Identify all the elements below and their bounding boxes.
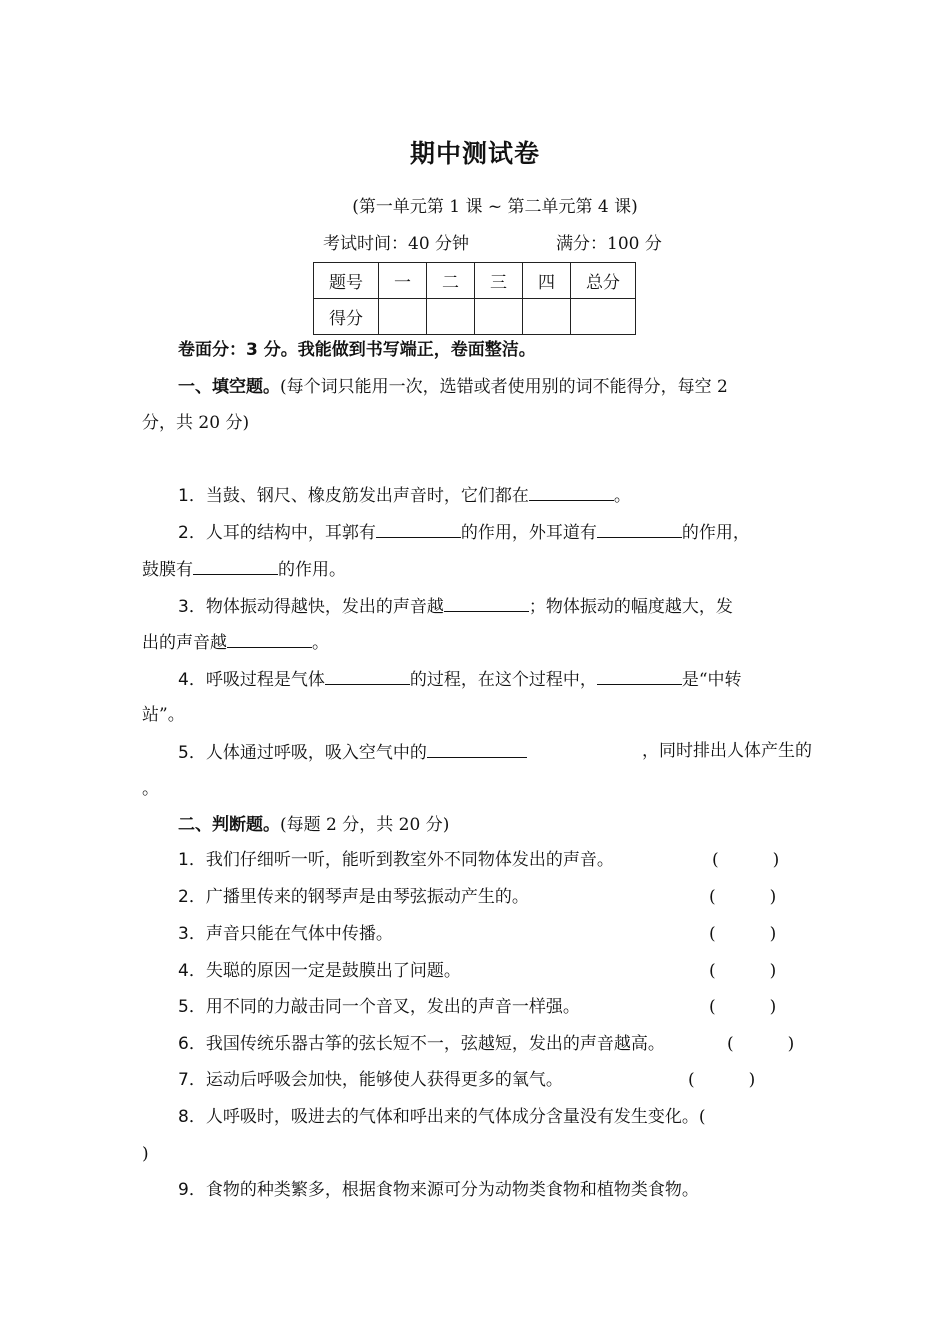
answer-parentheses[interactable]: ( ) [712,850,780,870]
question-number: 4． [178,961,206,981]
score-input-cell[interactable] [379,299,427,335]
table-cell: 四 [523,263,571,299]
table-cell: 二 [427,263,475,299]
question-text: 物体振动得越快，发出的声音越 [205,597,444,617]
score-table [313,262,636,335]
table-cell: 得分 [314,299,379,335]
question-5-cont: 。 [142,779,159,799]
question-text: 的作用， [681,523,750,543]
question-text: 。 [613,486,631,506]
question-4 [178,668,848,690]
question-2 [178,521,848,543]
section-heading: 一、填空题。 [178,377,280,397]
answer-blank[interactable] [529,484,614,501]
score-input-cell[interactable] [571,299,636,335]
answer-blank[interactable] [376,521,461,538]
question-text: 呼吸过程是气体 [205,670,325,690]
answer-parentheses[interactable]: ( ) [709,997,777,1017]
question-text: 的作用，外耳道有 [460,523,597,543]
question-number: 2． [178,887,206,907]
question-5 [178,741,848,763]
neatness-note: 卷面分：3 分。我能做到书写端正，卷面整洁。 [178,340,536,360]
question-number: 1． [178,486,206,506]
score-input-cell[interactable] [427,299,475,335]
answer-blank[interactable] [444,595,529,612]
section-note: (每题 2 分，共 20 分) [280,815,450,835]
question-text: 声音只能在气体中传播。 [205,924,393,944]
question-number: 8． [178,1107,206,1127]
question-text: 鼓膜有 [142,560,193,580]
question-text: 的作用。 [278,560,346,580]
answer-parentheses[interactable]: ( ) [709,924,777,944]
score-table-score-row [314,299,636,335]
question-text: ；物体振动的幅度越大，发 [528,597,733,617]
question-5-row [178,741,812,763]
question-text: 失聪的原因一定是鼓膜出了问题。 [205,961,461,981]
question-3-cont [142,631,812,653]
section2-heading-line [178,815,848,835]
score-input-cell[interactable] [523,299,571,335]
answer-parentheses[interactable]: ( ) [709,961,777,981]
page-title: 期中测试卷 [409,139,540,168]
answer-parentheses[interactable]: ) [142,1144,149,1164]
answer-blank[interactable] [597,521,682,538]
question-text: ，同时排出人体产生的 [642,741,812,761]
section1-heading-line [178,377,848,397]
question-4-cont: 站”。 [142,705,185,725]
question-text: 人体通过呼吸，吸入空气中的 [205,743,427,763]
question-text: 人呼吸时，吸进去的气体和呼出来的气体成分含量没有发生变化。( [205,1107,706,1127]
section-note: (每个词只能用一次，选错或者使用别的词不能得分，每空 2 [280,377,728,397]
question-text: 我们仔细听一听，能听到教室外不同物体发出的声音。 [205,850,614,870]
question-3 [178,595,848,617]
question-text: 用不同的力敲击同一个音叉，发出的声音一样强。 [205,997,580,1017]
section-heading: 二、判断题。 [178,815,280,835]
table-cell: 题号 [314,263,379,299]
section-note-cont: 分，共 20 分) [142,413,250,433]
question-text: 。 [312,633,329,653]
score-table-header-row [314,263,636,299]
answer-blank[interactable] [427,741,527,758]
question-number: 3． [178,597,206,617]
full-score: 满分：100 分 [556,234,662,254]
exam-time: 考试时间：40 分钟 [323,234,470,254]
question-number: 9． [178,1180,206,1200]
judge-item-9 [178,1180,848,1200]
question-number: 3． [178,924,206,944]
question-number: 2． [178,523,206,543]
question-number: 4． [178,670,206,690]
table-cell: 一 [379,263,427,299]
answer-blank[interactable] [325,668,410,685]
question-text: 食物的种类繁多，根据食物来源可分为动物类食物和植物类食物。 [205,1180,699,1200]
answer-blank[interactable] [193,558,278,575]
question-text: 广播里传来的钢琴声是由琴弦振动产生的。 [205,887,529,907]
question-2-cont [142,558,812,580]
answer-parentheses[interactable]: ( ) [727,1034,795,1054]
question-text: 我国传统乐器古筝的弦长短不一，弦越短，发出的声音越高。 [205,1034,665,1054]
table-cell: 总分 [571,263,636,299]
answer-blank[interactable] [597,668,682,685]
judge-item-8 [178,1107,848,1127]
question-number: 6． [178,1034,206,1054]
question-text: 的过程，在这个过程中， [409,670,597,690]
question-number: 7． [178,1070,206,1090]
score-input-cell[interactable] [475,299,523,335]
table-cell: 三 [475,263,523,299]
answer-parentheses[interactable]: ( ) [688,1070,756,1090]
question-number: 5． [178,997,206,1017]
answer-blank[interactable] [227,631,312,648]
question-text: 是“中转 [681,670,742,690]
question-5-part [178,741,527,763]
question-text: 人耳的结构中，耳郭有 [205,523,376,543]
page-subtitle: (第一单元第 1 课 ~ 第二单元第 4 课) [352,197,638,217]
question-number: 5． [178,743,206,763]
question-number: 1． [178,850,206,870]
question-1 [178,484,848,506]
answer-parentheses[interactable]: ( ) [709,887,777,907]
question-text: 出的声音越 [142,633,227,653]
question-text: 当鼓、钢尺、橡皮筋发出声音时，它们都在 [205,486,529,506]
question-text: 运动后呼吸会加快，能够使人获得更多的氧气。 [205,1070,563,1090]
